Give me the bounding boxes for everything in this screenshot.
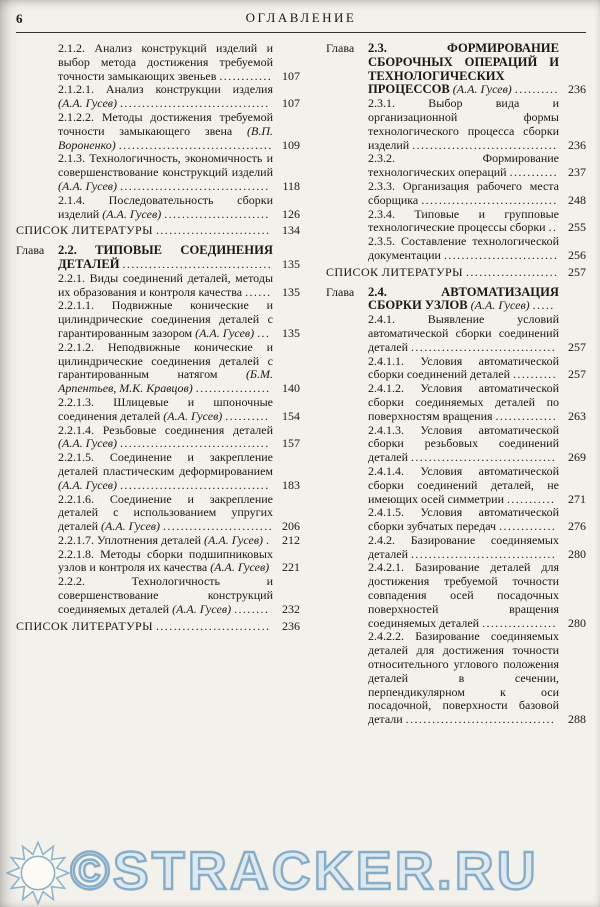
toc-item-entry <box>16 83 300 111</box>
dot-leader: ........ <box>234 601 270 616</box>
toc-item-entry <box>16 42 300 83</box>
toc-item-entry <box>326 235 586 263</box>
chapter-word: Глава <box>326 41 355 55</box>
toc-item-entry <box>326 97 586 152</box>
author-name: (В.П. Вороненко) <box>58 123 273 152</box>
toc-item-entry <box>16 194 300 222</box>
author-name: (А.А. Гусев) <box>470 298 530 313</box>
author-name: (А.А. Гусев) <box>452 82 512 97</box>
dot-leader: ................................... <box>118 137 273 152</box>
page-title: ОГЛАВЛЕНИЕ <box>245 10 357 25</box>
page-ref: 236 <box>568 137 586 152</box>
toc-references-entry <box>16 620 300 634</box>
page-ref: 257 <box>568 339 586 354</box>
watermark-text: ©STRACKER.RU <box>70 841 539 901</box>
toc-item-entry <box>16 424 300 452</box>
chapter-number: 2.4. <box>368 284 387 299</box>
item-text: 2.4.1.1. Условия автоматической сборки соединений деталей <box>368 353 559 382</box>
toc-item-entry <box>326 424 586 465</box>
dot-leader: .................................. <box>120 96 270 111</box>
page-ref: 255 <box>568 220 586 235</box>
toc-item-entry <box>16 548 300 576</box>
toc-item-entry <box>326 382 586 423</box>
page-ref: 109 <box>282 137 300 152</box>
page-ref: 236 <box>568 82 586 97</box>
author-name: (А.А. Гусев) <box>58 436 117 451</box>
watermark <box>6 841 598 905</box>
toc-item-entry <box>16 493 300 534</box>
toc-item-entry <box>16 272 300 300</box>
toc-item-entry <box>16 451 300 492</box>
toc-column-right <box>326 42 586 727</box>
toc-item-entry <box>16 575 300 616</box>
page-ref: 257 <box>568 264 586 279</box>
dot-leader: ................................. <box>411 339 557 354</box>
item-text: 2.3.3. Организация рабочего места сборщика <box>368 178 559 207</box>
toc-item-entry <box>326 180 586 208</box>
toc-references-entry <box>326 266 586 280</box>
toc-item-entry <box>326 152 586 180</box>
dot-leader: .............. <box>495 408 558 423</box>
dot-leader: .. <box>548 220 558 235</box>
item-text: 2.2.1.5. Соединение и закрепление деталей пластическим деформированием <box>58 450 273 478</box>
chapter-title: ТИПОВЫЕ СОЕДИНЕНИЯ ДЕТАЛЕЙ <box>58 243 273 271</box>
toc-item-entry <box>16 534 300 548</box>
author-name: (А.А. Гусев) <box>101 519 160 534</box>
item-text: 2.2.1.7. Уплотнения деталей <box>58 532 202 547</box>
page-number: 6 <box>16 11 23 26</box>
toc-item-entry <box>16 111 300 152</box>
dot-leader: ........... <box>506 491 556 506</box>
toc-item-entry <box>326 355 586 383</box>
dot-leader: ........... <box>509 165 558 180</box>
author-name: (А.А. Гусев) <box>58 477 117 492</box>
toc-item-entry <box>16 152 300 193</box>
item-text: 2.2.1.3. Шлицевые и шпоночные соединения деталей <box>58 394 273 423</box>
item-text: 2.2.1.8. Методы сборки подшипниковых узлов и контроля их качества <box>58 546 273 575</box>
author-name: (А.А. Гусев) <box>58 96 117 111</box>
page-ref: 257 <box>568 367 586 382</box>
item-text: 2.4.1.3. Условия автоматической сборки резьбовых соединений деталей <box>368 422 559 465</box>
item-text: 2.2.1.4. Резьбовые соединения деталей <box>58 422 273 437</box>
dot-leader: .................................. <box>120 178 270 193</box>
page-ref: 118 <box>282 178 300 193</box>
author-name: (А.А. Гусев) <box>204 532 264 547</box>
item-text: 2.1.2. Анализ конструкций изделий и выбор метода достижения требуемой точности замыкающих звеньев <box>58 41 273 83</box>
dot-leader: .......... <box>513 367 558 382</box>
dot-leader: ............................... <box>421 192 558 207</box>
author-name: (А.А. Гусев) <box>195 325 255 340</box>
author-name: (А.А. Гусев) <box>163 408 223 423</box>
references-label: СПИСОК ЛИТЕРАТУРЫ <box>16 223 153 238</box>
page-ref: 135 <box>282 256 300 271</box>
page-ref: 271 <box>568 491 586 506</box>
dot-leader: .................................. <box>122 256 273 271</box>
page-ref: 206 <box>282 519 300 534</box>
toc-item-entry <box>326 630 586 727</box>
item-text: 2.3.1. Выбор вида и организационной формы технологического процесса сборки изделий <box>368 96 559 152</box>
dot-leader: .......... <box>225 408 270 423</box>
page-ref: 154 <box>282 408 300 423</box>
author-name: (А.А. Гусев) <box>172 601 232 616</box>
item-text: 2.1.2.1. Анализ конструкции изделия <box>58 82 273 97</box>
page-ref: 135 <box>282 284 300 299</box>
page-ref: 263 <box>568 408 586 423</box>
dot-leader: .................................. <box>120 477 270 492</box>
references-label: СПИСОК ЛИТЕРАТУРЫ <box>326 264 463 279</box>
chapter-word: Глава <box>326 284 355 299</box>
toc-references-entry <box>16 224 300 238</box>
dot-leader: ..... <box>532 298 555 313</box>
dot-leader: ...... <box>245 284 272 299</box>
page-ref: 140 <box>282 381 300 396</box>
author-name: (А.А. Гусев) <box>210 560 270 575</box>
chapter-number: 2.3. <box>368 41 387 55</box>
page-ref: 256 <box>568 247 586 262</box>
page-ref: 276 <box>568 519 586 534</box>
item-text: 2.2.1.2. Неподвижные конические и цилиндрические соединения деталей с гарантированным натягом <box>58 339 273 382</box>
dot-leader: ..................... <box>466 264 559 279</box>
dot-leader: ................................. <box>411 450 557 465</box>
page-ref: 157 <box>282 436 300 451</box>
page-ref: 288 <box>568 712 586 727</box>
page-ref: 107 <box>282 68 300 83</box>
item-text: 2.4.2. Базирование соединяемых деталей <box>368 532 559 561</box>
dot-leader: ................. <box>195 381 271 396</box>
header-rule <box>16 32 586 33</box>
toc-item-entry <box>326 208 586 236</box>
author-name: (А.А. Гусев) <box>58 178 117 193</box>
item-text: 2.2.2. Технологичность и совершенствование конструкций соединяемых деталей <box>58 574 273 616</box>
dot-leader: .................................. <box>120 436 270 451</box>
toc-item-entry <box>16 299 300 340</box>
item-text: 2.2.1.6. Соединение и закрепление деталей с использованием упругих деталей <box>58 491 273 534</box>
item-text: 2.4.2.1. Базирование деталей для достижения требуемой точности совпадения осей посадочных поверхностей вращения соединяемых деталей <box>368 560 559 630</box>
toc-item-entry <box>326 506 586 534</box>
dot-leader: .......... <box>514 82 559 97</box>
references-label: СПИСОК ЛИТЕРАТУРЫ <box>16 618 153 633</box>
dot-leader: ................. <box>482 615 557 630</box>
item-text: 2.4.1.4. Условия автоматической сборки соединений деталей, не имеющих осей симметрии <box>368 463 559 506</box>
toc-columns <box>16 42 586 727</box>
page-ref: 248 <box>568 192 586 207</box>
toc-item-entry <box>326 534 586 562</box>
item-text: 2.3.5. Составление технологической документации <box>368 234 559 262</box>
item-text: 2.3.2. Формирование технологических операций <box>368 151 559 180</box>
toc-chapter-entry <box>16 244 300 272</box>
dot-leader: .......................... <box>443 247 559 262</box>
toc-item-entry <box>16 341 300 396</box>
page-ref: 280 <box>568 546 586 561</box>
dot-leader: ........................ <box>164 206 270 221</box>
dot-leader: . <box>266 532 271 547</box>
page-ref: 107 <box>282 96 300 111</box>
page-ref: 236 <box>282 618 300 633</box>
toc-item-entry <box>326 561 586 630</box>
dot-leader: ................................. <box>412 137 558 152</box>
dot-leader: ... <box>257 325 271 340</box>
item-text: 2.4.2.2. Базирование соединяемых деталей для достижения точности относительного углового положения деталей в сечении, перпендикулярном к оси посадочной, поверхности базовой детали <box>368 629 559 727</box>
item-text: 2.4.1.5. Условия автоматической сборки зубчатых передач <box>368 505 559 534</box>
toc-item-entry <box>326 465 586 506</box>
dot-leader: ......................... <box>163 519 273 534</box>
item-text: 2.1.4. Последовательность сборки изделий <box>58 192 273 221</box>
page-ref: 135 <box>282 325 300 340</box>
page-ref: 237 <box>568 165 586 180</box>
chapter-title: ФОРМИРОВАНИЕ СБОРОЧНЫХ ОПЕРАЦИЙ И ТЕХНОЛОГИЧЕСКИХ ПРОЦЕССОВ <box>368 41 559 97</box>
chapter-title: АВТОМАТИЗАЦИЯ СБОРКИ УЗЛОВ <box>368 284 559 313</box>
page-ref: 232 <box>282 601 300 616</box>
page-ref: 221 <box>282 560 300 575</box>
item-text: 2.4.1.2. Условия автоматической сборки соединяемых деталей по поверхностям вращения <box>368 381 559 423</box>
item-text: 2.1.3. Технологичность, экономичность и совершенствование конструкций изделий <box>58 151 273 180</box>
item-text: 2.3.4. Типовые и групповые технологические процессы сборки <box>368 206 559 235</box>
dot-leader: ............. <box>499 519 557 534</box>
page-ref: 269 <box>568 450 586 465</box>
item-text: 2.2.1. Виды соединений деталей, методы их образования и контроля качества <box>58 270 273 299</box>
chapter-word: Глава <box>16 243 45 258</box>
dot-leader: .................................. <box>405 712 556 727</box>
page-ref: 183 <box>282 477 300 492</box>
page-ref: 212 <box>282 532 300 547</box>
toc-item-entry <box>326 313 586 354</box>
dot-leader: ................................. <box>411 546 557 561</box>
toc-item-entry <box>16 396 300 424</box>
chapter-number: 2.2. <box>58 243 77 258</box>
page-ref: 280 <box>568 615 586 630</box>
item-text: 2.4.1. Выявление условий автоматической сборки соединений деталей <box>368 312 559 354</box>
item-text: 2.2.1.1. Подвижные конические и цилиндрические соединения деталей с гарантированным зазором <box>58 298 273 340</box>
item-text: 2.1.2.2. Методы достижения требуемой точности замыкающего звена <box>58 109 273 138</box>
dot-leader: ............ <box>219 68 273 83</box>
author-name: (Б.М. Арпентьев, М.К. Кравцов) <box>58 367 274 396</box>
page-ref: 134 <box>282 223 300 238</box>
dot-leader: .......................... <box>156 618 271 633</box>
page-header <box>16 10 586 28</box>
sun-icon <box>6 841 70 905</box>
toc-chapter-entry <box>326 42 586 97</box>
page-ref: 126 <box>282 206 300 221</box>
dot-leader: .......................... <box>156 223 271 238</box>
toc-column-left <box>16 42 300 727</box>
toc-chapter-entry <box>326 286 586 314</box>
author-name: (А.А. Гусев) <box>102 206 162 221</box>
